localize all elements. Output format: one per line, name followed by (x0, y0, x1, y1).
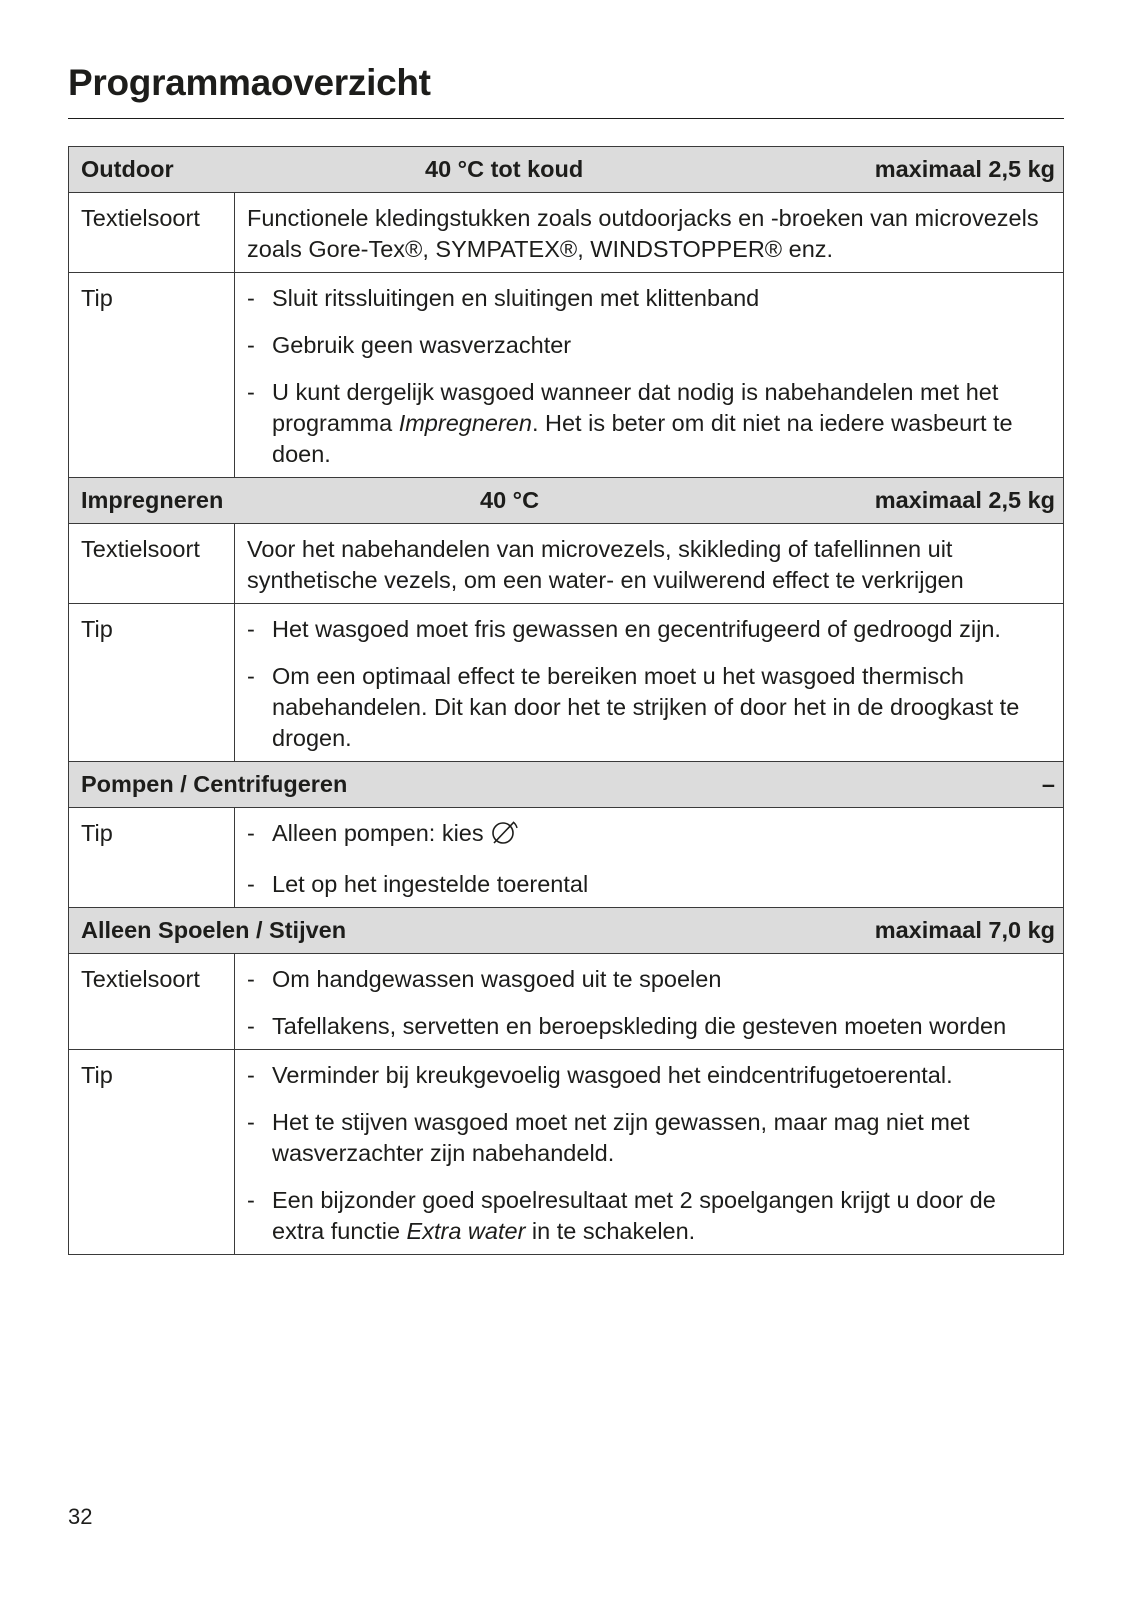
section-header-outdoor (69, 147, 1063, 193)
program-temperature: 40 °C (480, 487, 540, 513)
row-label: Textielsoort (69, 193, 235, 272)
list-item (247, 1107, 1049, 1169)
page-title: Programmaoverzicht (68, 62, 431, 103)
program-name: Alleen Spoelen / Stijven (81, 917, 347, 943)
list-dash: - (247, 663, 255, 689)
list-item-text: Om een optimaal effect te bereiken moet u het wasgoed thermisch nabehandelen. Dit kan door het te strijken of door het in de droogkast te drogen. (272, 663, 1020, 751)
table-row (69, 954, 1063, 1050)
page-number: 32 (68, 1504, 93, 1529)
row-label: Tip (69, 604, 235, 761)
section-header-impregneren (69, 478, 1063, 524)
list-item-text: Sluit ritssluitingen en sluitingen met klittenband (272, 285, 760, 311)
section-header-spoelen-stijven (69, 908, 1063, 954)
list-item (247, 377, 1049, 470)
list-dash: - (247, 1013, 255, 1039)
program-max-load: maximaal 7,0 kg (874, 917, 1055, 943)
table-row (69, 524, 1063, 604)
list-dash: - (247, 966, 255, 992)
row-content: Voor het nabehandelen van microvezels, skikleding of tafellinnen uit synthetische vezels, om een water- en vuilwerend effect te verkrijgen (247, 536, 964, 593)
table-row (69, 808, 1063, 908)
list-item-text: Het wasgoed moet fris gewassen en gecentrifugeerd of gedroogd zijn. (272, 616, 1001, 642)
list-item (247, 661, 1049, 754)
row-content (235, 273, 1063, 477)
program-name: Pompen / Centrifugeren (81, 771, 348, 797)
list-item (247, 330, 1049, 361)
list-dash: - (247, 616, 255, 642)
section-header-pompen-centrifugeren (69, 762, 1063, 808)
text-segment: U kunt dergelijk wasgoed wanneer dat nodig is nabehandelen met het programma (272, 379, 999, 436)
program-max-load: maximaal 2,5 kg (874, 156, 1055, 182)
program-max-load: maximaal 2,5 kg (874, 487, 1055, 513)
list-dash: - (247, 871, 255, 897)
text-segment: Een bijzonder goed spoelresultaat met 2 spoelgangen krijgt u door de extra functie (272, 1187, 996, 1244)
row-content (235, 1050, 1063, 1254)
list-item (247, 964, 1049, 995)
table-row (69, 1050, 1063, 1254)
row-content (235, 604, 1063, 761)
list-item-text (272, 1185, 1049, 1247)
list-dash: - (247, 820, 255, 846)
list-item (247, 1060, 1049, 1091)
list-item-text: Let op het ingestelde toerental (272, 871, 589, 897)
list-item-text: Om handgewassen wasgoed uit te spoelen (272, 966, 722, 992)
program-name-emphasis: Impregneren (398, 410, 532, 436)
row-label: Tip (69, 808, 235, 907)
no-spin-icon (490, 819, 520, 853)
program-name: Outdoor (81, 156, 174, 182)
table-row (69, 604, 1063, 762)
list-item-text (272, 818, 1049, 853)
table-row (69, 273, 1063, 478)
list-item (247, 283, 1049, 314)
list-item (247, 869, 1049, 900)
row-label: Textielsoort (69, 954, 235, 1049)
row-content: Functionele kledingstukken zoals outdoorjacks en -broeken van microvezels zoals Gore-Tex®, SYMPATEX®, WINDSTOPPER® enz. (247, 205, 1039, 262)
list-dash: - (247, 332, 255, 358)
row-content (235, 954, 1063, 1049)
row-label: Textielsoort (69, 524, 235, 603)
list-item-text: Verminder bij kreukgevoelig wasgoed het eindcentrifugetoerental. (272, 1062, 953, 1088)
row-label: Tip (69, 1050, 235, 1254)
text-segment: in te schakelen. (525, 1218, 696, 1244)
program-max-load: – (1041, 771, 1055, 797)
list-dash: - (247, 379, 255, 405)
row-label: Tip (69, 273, 235, 477)
title-divider (68, 118, 1064, 119)
list-item (247, 614, 1049, 645)
list-item-text (272, 377, 1049, 470)
function-name-emphasis: Extra water (406, 1218, 526, 1244)
list-item-text: Tafellakens, servetten en beroepskleding die gesteven moeten worden (272, 1013, 1007, 1039)
program-temperature: 40 °C tot koud (425, 156, 584, 182)
list-dash: - (247, 285, 255, 311)
list-dash: - (247, 1187, 255, 1213)
list-item-text: Gebruik geen wasverzachter (272, 332, 572, 358)
program-name: Impregneren (81, 487, 224, 513)
list-item-text: Het te stijven wasgoed moet net zijn gewassen, maar mag niet met wasverzachter zijn nabehandeld. (272, 1109, 970, 1166)
table-row (69, 193, 1063, 273)
list-dash: - (247, 1062, 255, 1088)
row-content (235, 808, 1063, 907)
list-item (247, 1011, 1049, 1042)
program-table (68, 146, 1064, 1255)
list-item (247, 818, 1049, 853)
list-item (247, 1185, 1049, 1247)
text-segment: Alleen pompen: kies (272, 820, 484, 846)
list-dash: - (247, 1109, 255, 1135)
text-segment: . Het is beter om dit niet na iedere wasbeurt te doen. (272, 410, 1013, 467)
